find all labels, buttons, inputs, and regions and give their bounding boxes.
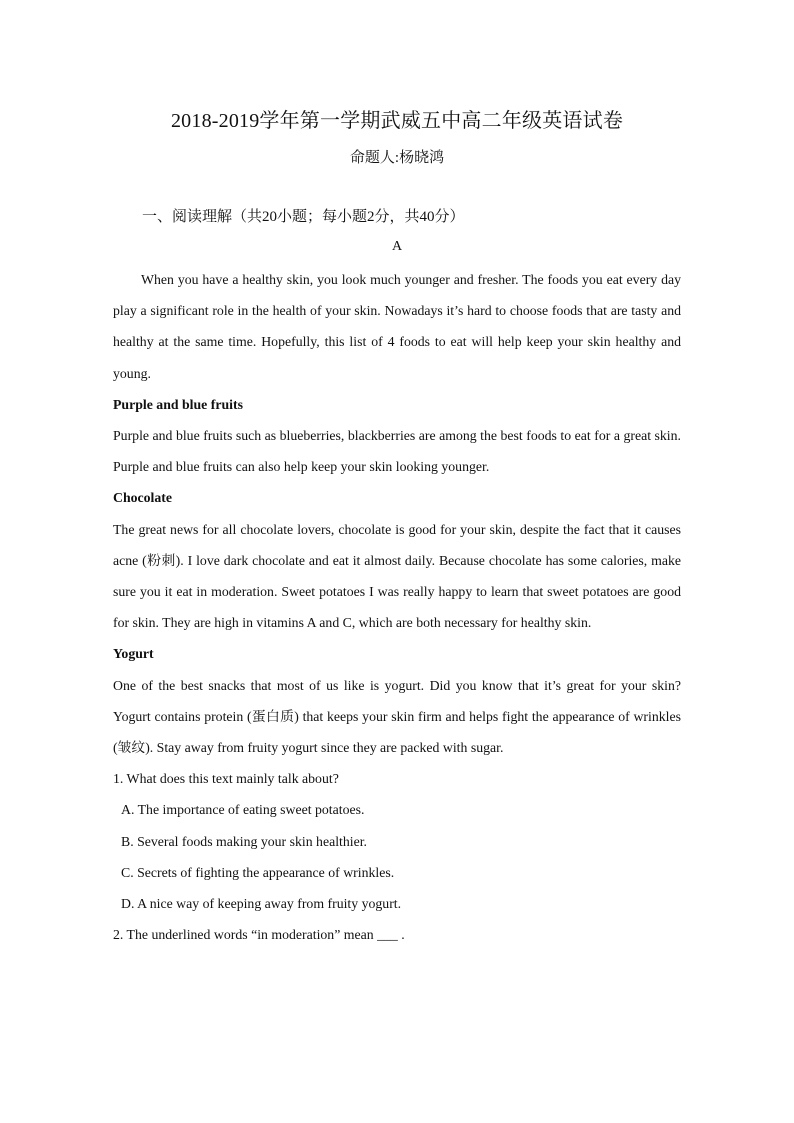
section-text-yogurt: One of the best snacks that most of us like is yogurt. Did you know that it’s great for your skin? Yogurt contains protein (蛋白质) that keeps your skin firm and helps fight the appearance of wrinkles (皱纹). Stay away from fruity yogurt since they are packed with sugar. — [113, 677, 681, 756]
passage-body — [113, 264, 681, 950]
intro-paragraph: When you have a healthy skin, you look much younger and fresher. The foods you eat every day play a significant role in the health of your skin. Nowadays it’s hard to choose foods that are tasty and healthy at the same time. Hopefully, this list of 4 foods to eat will help keep your skin healthy and young. — [113, 272, 681, 381]
section-text-chocolate: The great news for all chocolate lovers, chocolate is good for your skin, despite the fact that it causes acne (粉刺). I love dark chocolate and eat it almost daily. Because chocolate has some calories, make sure you it eat in moderation. Sweet potatoes I was really happy to learn that sweet potatoes are good for skin. They are high in vitamins A and C, which are both necessary for healthy skin. — [113, 521, 681, 631]
exam-title: 2018-2019学年第一学期武威五中高二年级英语试卷 — [170, 110, 624, 132]
question-1-option-c: C. Secrets of fighting the appearance of wrinkles. — [121, 864, 395, 880]
question-2-stem: 2. The underlined words “in moderation” mean ___ . — [113, 927, 405, 943]
section-text-purple: Purple and blue fruits such as blueberries, blackberries are among the best foods to eat for a great skin. Purple and blue fruits can also help keep your skin looking younger. — [113, 428, 681, 475]
question-1-option-a: A. The importance of eating sweet potatoes. — [121, 802, 365, 818]
section-heading-yogurt: Yogurt — [113, 646, 154, 662]
author-line: 命题人:杨晓鸿 — [349, 150, 445, 166]
question-1-stem: 1. What does this text mainly talk about? — [113, 771, 339, 787]
section-heading-chocolate: Chocolate — [113, 490, 173, 506]
question-1-option-b: B. Several foods making your skin healthier. — [121, 833, 367, 849]
question-1-option-d: D. A nice way of keeping away from fruity yogurt. — [121, 896, 402, 912]
section-heading: 一、阅读理解（共20小题；每小题2分，共40分） — [142, 209, 465, 225]
passage-label: A — [391, 239, 403, 254]
section-heading-purple: Purple and blue fruits — [113, 396, 243, 412]
